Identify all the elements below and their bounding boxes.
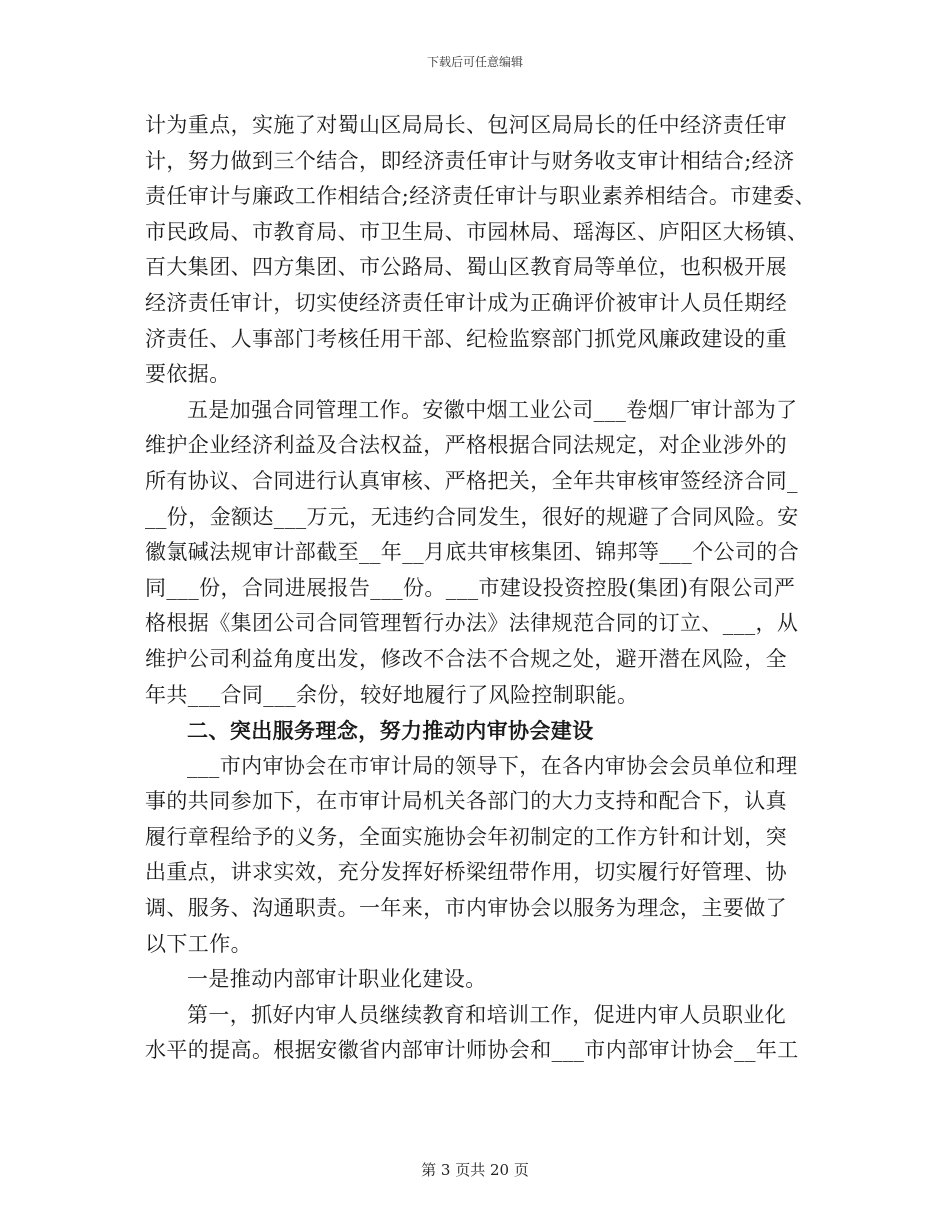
paragraph-start-line: 五是加强合同管理工作。安徽中烟工业公司___卷烟厂审计部为了: [187, 397, 798, 422]
text-line: 经济责任审计，切实使经济责任审计成为正确评价被审计人员任期经: [145, 290, 787, 315]
page-footer: 第 3 页共 20 页: [421, 1161, 529, 1179]
paragraph-start-line: 一是推动内部审计职业化建设。: [187, 967, 487, 992]
text-line: 调、服务、沟通职责。一年来，市内审协会以服务为理念，主要做了: [145, 896, 787, 921]
section-heading: 二、突出服务理念，努力推动内审协会建设: [187, 718, 594, 744]
paragraph-start-line: 第一，抓好内审人员继续教育和培训工作，促进内审人员职业化: [187, 1002, 787, 1027]
text-line: 要依据。: [145, 362, 231, 387]
text-line: 维护公司利益角度出发，修改不合法不合规之处，避开潜在风险，全: [145, 646, 787, 671]
text-line: 出重点，讲求实效，充分发挥好桥梁纽带作用，切实履行好管理、协: [145, 860, 787, 885]
text-line: 事的共同参加下，在市审计局机关各部门的大力支持和配合下，认真: [145, 789, 787, 814]
text-line: 格根据《集团公司合同管理暂行办法》法律规范合同的订立、___，从: [145, 611, 799, 636]
text-line: 年共___合同___余份，较好地履行了风险控制职能。: [145, 682, 639, 707]
text-line: 所有协议、合同进行认真审核、严格把关，全年共审核审签经济合同_: [145, 468, 798, 493]
text-line: 责任审计与廉政工作相结合;经济责任审计与职业素养相结合。市建委、: [145, 184, 816, 209]
text-line: 水平的提高。根据安徽省内部审计师协会和___市内部审计协会__年工: [145, 1038, 799, 1063]
text-line: __份，金额达___万元，无违约合同发生，很好的规避了合同风险。安: [145, 504, 799, 529]
document-body: [145, 108, 817, 1069]
text-line: 维护企业经济利益及合法权益，严格根据合同法规定，对企业涉外的: [145, 433, 787, 458]
text-line: 济责任、人事部门考核任用干部、纪检监察部门抓党风廉政建设的重: [145, 326, 787, 351]
page-header: 下载后可任意编辑: [426, 55, 523, 69]
text-line: 百大集团、四方集团、市公路局、蜀山区教育局等单位，也积极开展: [145, 255, 787, 280]
text-line: 以下工作。: [145, 931, 252, 956]
text-line: 履行章程给予的义务，全面实施协会年初制定的工作方针和计划，突: [145, 824, 787, 849]
text-line: 同___份，合同进展报告___份。___市建设投资控股(集团)有限公司严: [145, 575, 796, 600]
text-line: 徽氯碱法规审计部截至__年__月底共审核集团、锦邦等___个公司的合: [145, 540, 800, 565]
text-line: 市民政局、市教育局、市卫生局、市园林局、瑶海区、庐阳区大杨镇、: [145, 219, 809, 244]
text-line: 计，努力做到三个结合，即经济责任审计与财务收支审计相结合;经济: [145, 148, 795, 173]
paragraph-start-line: ___市内审协会在市审计局的领导下，在各内审协会会员单位和理: [187, 753, 798, 778]
text-line: 计为重点，实施了对蜀山区局局长、包河区局局长的任中经济责任审: [145, 113, 787, 137]
